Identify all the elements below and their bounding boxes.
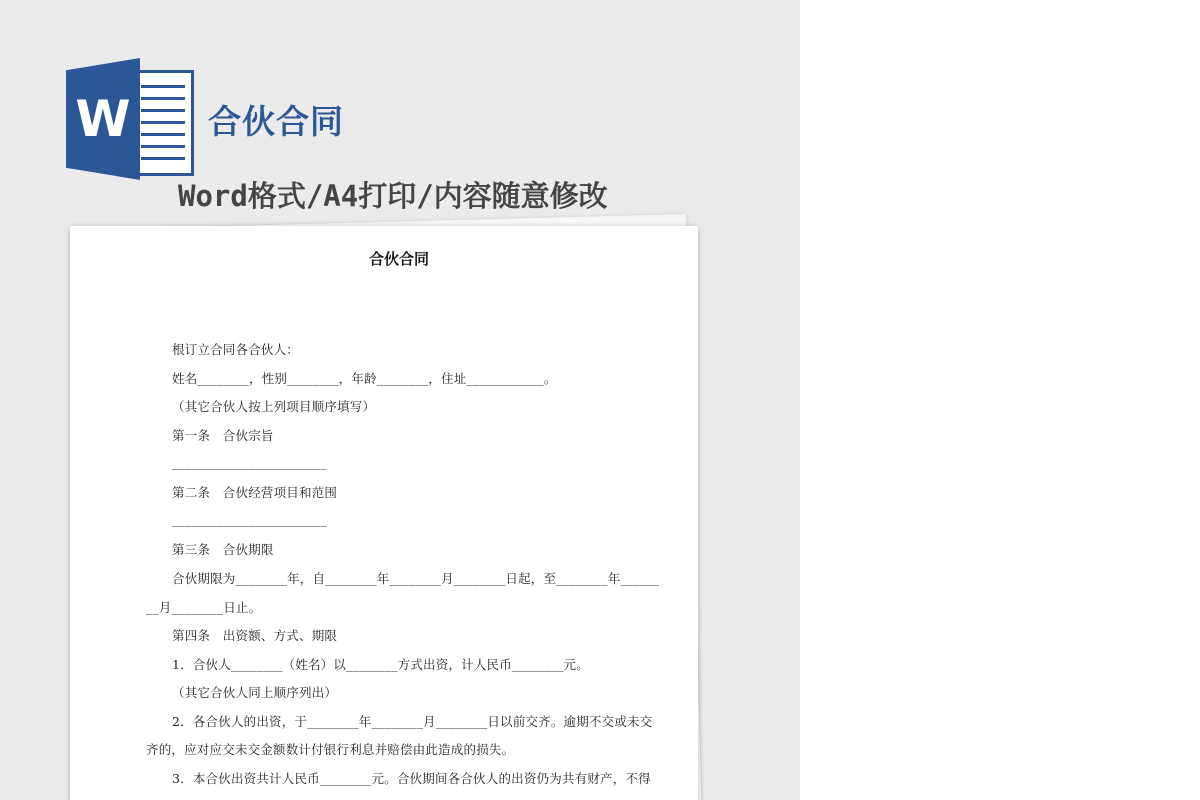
doc-line-parties: 根订立合同各合伙人：	[172, 342, 300, 357]
doc-line-party-info: 姓名________，性别________，年龄________，住址____________。	[172, 371, 557, 386]
doc-line-contribution-1: 1．合伙人________（姓名）以________方式出资，计人民币________元。	[172, 657, 589, 672]
blank-area	[800, 0, 1200, 800]
document-title: 合伙合同	[368, 250, 429, 268]
page-subtitle: Word格式/A4打印/内容随意修改	[178, 179, 608, 213]
doc-line-note-2: （其它合伙人同上顺序列出）	[172, 685, 338, 700]
doc-line-blank-2: ________________________	[172, 512, 327, 527]
doc-line-term: 合伙期限为________年，自________年________月________日起，至________年______	[172, 571, 660, 586]
doc-line-contribution-3: 3．本合伙出资共计人民币________元。合伙期间各合伙人的出资仍为共有财产，不得	[172, 771, 651, 786]
doc-line-article-1: 第一条 合伙宗旨	[172, 428, 274, 443]
word-logo-icon	[66, 58, 196, 180]
doc-line-contribution-2-cont: 齐的，应对应交未交金额数计付银行利息并赔偿由此造成的损失。	[146, 742, 515, 757]
doc-line-article-4: 第四条 出资额、方式、期限	[172, 628, 338, 643]
document-page	[70, 226, 698, 800]
doc-line-term-cont: __月________日止。	[146, 600, 262, 615]
logo-letter: W	[75, 90, 131, 148]
doc-line-article-2: 第二条 合伙经营项目和范围	[172, 485, 338, 500]
doc-line-contribution-2: 2．各合伙人的出资，于________年________月________日以前交齐。逾期不交或未交	[172, 714, 653, 729]
doc-line-note-1: （其它合伙人按上列项目顺序填写）	[172, 399, 376, 414]
doc-line-article-3: 第三条 合伙期限	[172, 542, 274, 557]
page-title: 合伙合同	[208, 102, 344, 141]
doc-line-blank-1: ________________________	[172, 455, 327, 470]
